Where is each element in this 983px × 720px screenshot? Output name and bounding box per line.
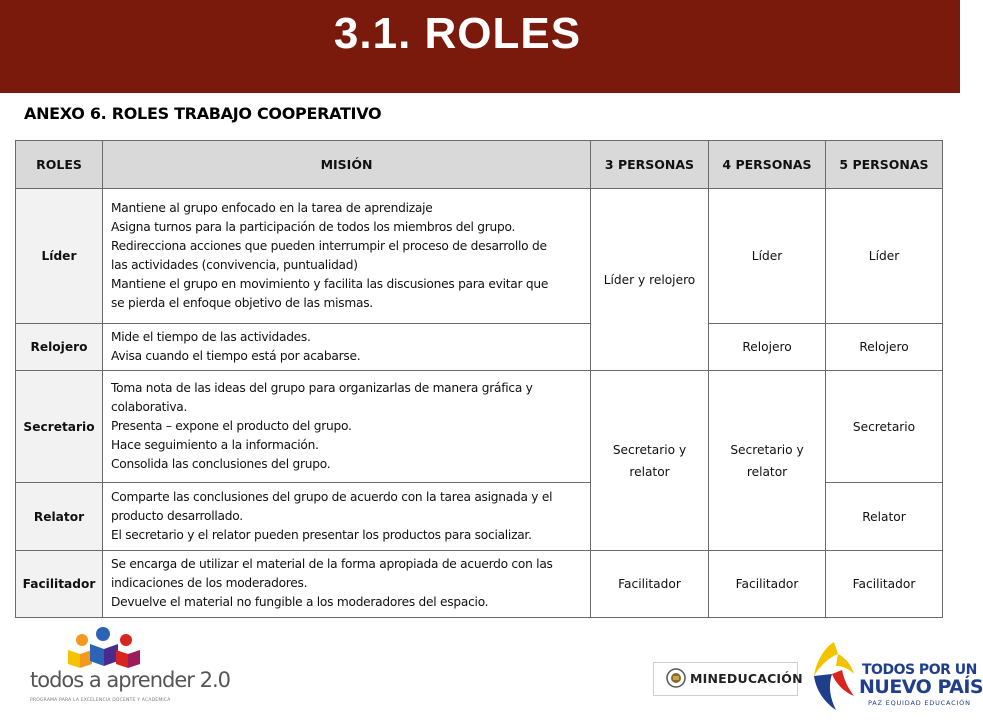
- mission-line: indicaciones de los moderadores.: [111, 576, 308, 590]
- mission-line: Mantiene el grupo en movimiento y facilita las discusiones para evitar que: [111, 276, 549, 291]
- five-relator: Relator: [826, 483, 943, 551]
- mission-line: Avisa cuando el tiempo está por acabarse.: [111, 348, 361, 363]
- header-5-personas: 5 PERSONAS: [826, 141, 943, 189]
- paz-equidad-educacion-text: PAZ EQUIDAD EDUCACIÓN: [868, 699, 971, 707]
- five-lider: Líder: [826, 189, 943, 324]
- role-relojero: Relojero: [16, 324, 103, 371]
- todos-por-un-nuevo-pais-logo-icon: [806, 640, 858, 712]
- role-relator: Relator: [16, 483, 103, 551]
- three-secretario-relator: [591, 371, 709, 551]
- three-secretario-relator-line1: Secretario y: [612, 442, 687, 457]
- mission-line: se pierda el enfoque objetivo de las mismas.: [111, 295, 373, 310]
- four-secretario-relator: [709, 371, 826, 551]
- five-secretario: Secretario: [826, 371, 943, 483]
- header-mision: MISIÓN: [103, 141, 591, 189]
- colombia-seal-icon: [666, 668, 686, 688]
- four-secretario-relator-line1: Secretario y: [730, 442, 804, 457]
- table-row-lider: [16, 189, 943, 324]
- header-roles: ROLES: [16, 141, 103, 189]
- mission-line: El secretario y el relator pueden presentar los productos para socializar.: [111, 527, 532, 542]
- mineducacion-text: MINEDUCACIÓN: [690, 671, 803, 686]
- three-facilitador: Facilitador: [591, 551, 709, 618]
- mission-line: Se encarga de utilizar el material de la forma apropiada de acuerdo con las: [111, 557, 553, 571]
- todos-a-aprender-subtext: PROGRAMA PARA LA EXCELENCIA DOCENTE Y ACADÉMICA: [30, 698, 171, 703]
- annex-heading: ANEXO 6. ROLES TRABAJO COOPERATIVO: [24, 104, 382, 123]
- mission-relojero: [103, 324, 591, 371]
- header-3-personas: 3 PERSONAS: [591, 141, 709, 189]
- mission-line: Mide el tiempo de las actividades.: [111, 329, 311, 344]
- role-lider: Líder: [16, 189, 103, 324]
- five-relojero: Relojero: [826, 324, 943, 371]
- mission-line: Toma nota de las ideas del grupo para organizarlas de manera gráfica y: [111, 380, 533, 395]
- header-4-personas: 4 PERSONAS: [709, 141, 826, 189]
- three-lider-relojero: Líder y relojero: [591, 189, 709, 371]
- mission-relator: [103, 483, 591, 551]
- table-row-facilitador: [16, 551, 943, 618]
- mission-line: producto desarrollado.: [111, 508, 243, 523]
- mission-line: Presenta – expone el producto del grupo.: [111, 418, 352, 433]
- five-facilitador: Facilitador: [826, 551, 943, 618]
- mission-line: Hace seguimiento a la información.: [111, 437, 319, 452]
- four-facilitador: Facilitador: [709, 551, 826, 618]
- mission-secretario: [103, 371, 591, 483]
- mission-line: las actividades (convivencia, puntualidad): [111, 257, 358, 272]
- four-lider: Líder: [709, 189, 826, 324]
- todos-a-aprender-text: todos a aprender 2.0: [30, 668, 230, 692]
- slide-title: 3.1. ROLES: [333, 9, 582, 58]
- mission-facilitador: [103, 551, 591, 618]
- role-facilitador: Facilitador: [16, 551, 103, 618]
- mission-line: colaborativa.: [111, 399, 188, 414]
- mission-line: Mantiene al grupo enfocado en la tarea de aprendizaje: [111, 200, 433, 215]
- mission-line: Asigna turnos para la participación de todos los miembros del grupo.: [111, 219, 516, 234]
- mission-line: Redirecciona acciones que pueden interrumpir el proceso de desarrollo de: [111, 238, 547, 253]
- nuevo-pais-text: NUEVO PAÍS: [859, 676, 983, 698]
- roles-table: [15, 140, 943, 618]
- table-row-relojero: [16, 324, 943, 371]
- role-secretario: Secretario: [16, 371, 103, 483]
- mission-line: Devuelve el material no fungible a los moderadores del espacio.: [111, 595, 489, 609]
- four-secretario-relator-line2: relator: [746, 464, 788, 479]
- mission-line: Consolida las conclusiones del grupo.: [111, 456, 331, 471]
- three-secretario-relator-line2: relator: [629, 464, 670, 479]
- four-relojero: Relojero: [709, 324, 826, 371]
- table-header-row: [16, 141, 943, 189]
- todos-por-un-text: TODOS POR UN: [862, 662, 977, 678]
- table-row-secretario: [16, 371, 943, 483]
- mission-lider: [103, 189, 591, 324]
- mission-line: Comparte las conclusiones del grupo de acuerdo con la tarea asignada y el: [111, 489, 553, 504]
